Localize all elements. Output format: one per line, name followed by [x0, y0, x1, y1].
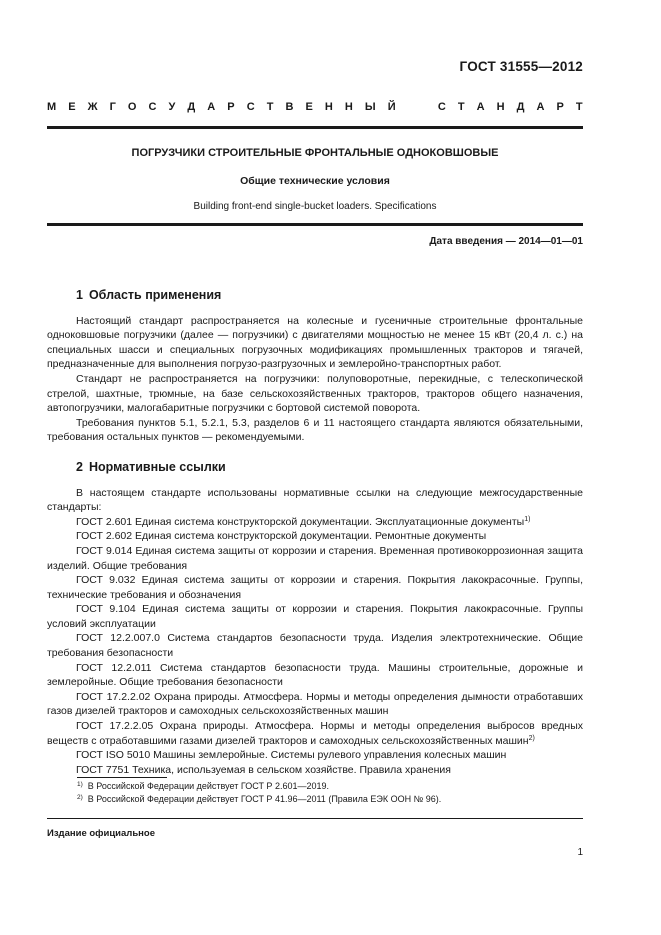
- reference-item: [47, 631, 583, 660]
- banner-letter: Ж: [87, 101, 98, 113]
- banner-letter: С: [246, 101, 255, 113]
- banner-letter: Т: [575, 101, 583, 113]
- reference-text: ГОСТ 7751 Техника, используемая в сельском хозяйстве. Правила хранения: [76, 763, 451, 776]
- reference-text: ГОСТ 2.602 Единая система конструкторской документации. Ремонтные документы: [76, 530, 487, 543]
- reference-text: ГОСТ ISO 5010 Машины землеройные. Системы рулевого управления колесных машин: [76, 749, 507, 762]
- reference-text: ГОСТ 2.601 Единая система конструкторской документации. Эксплуатационные документы: [76, 515, 525, 528]
- document-title-english: Building front-end single-bucket loaders. Specifications: [193, 201, 437, 212]
- top-rule: [47, 126, 583, 129]
- banner-letter: А: [207, 101, 216, 113]
- section-2-title: Нормативные ссылки: [88, 459, 226, 474]
- banner-letter: В: [285, 101, 294, 113]
- banner-letter: А: [476, 101, 485, 113]
- banner-letter: С: [437, 101, 446, 113]
- banner-letter: Н: [324, 101, 333, 113]
- footnote-mark: 2): [77, 794, 83, 801]
- banner-letter: С: [148, 101, 157, 113]
- document-body: [47, 288, 583, 777]
- reference-text: ГОСТ 17.2.2.05 Охрана природы. Атмосфера. Нормы и методы определения выбросов вредных веществ с отработавшими газами дизелей тракторов и самоходных сельскохозяйственных машин: [47, 720, 583, 747]
- reference-text: ГОСТ 9.014 Единая система защиты от коррозии и старения. Временная противокоррозионная защита изделий. Общие требования: [47, 544, 583, 572]
- reference-item: [47, 515, 583, 530]
- banner-letter: Р: [556, 101, 564, 113]
- reference-item: [47, 748, 583, 763]
- footnote-text: В Российской Федерации действует ГОСТ Р 2.601—2019.: [87, 781, 329, 791]
- title-bottom-rule: [47, 223, 583, 226]
- banner-letter: [423, 101, 426, 113]
- reference-item: [47, 573, 583, 602]
- banner-letter: О: [127, 101, 137, 113]
- standard-type-banner: [47, 101, 583, 113]
- banner-letter: Е: [305, 101, 313, 113]
- reference-text: ГОСТ 9.104 Единая система защиты от коррозии и старения. Покрытия лакокрасочные. Группы условий эксплуатации: [47, 603, 583, 630]
- section-1-paragraph-3: Требования пунктов 5.1, 5.2.1, 5.3, разделов 6 и 11 настоящего стандарта являются обязательными, требования остальных пунктов — рекомендуемыми.: [47, 416, 583, 444]
- banner-letter: Т: [457, 101, 465, 113]
- banner-letter: Р: [227, 101, 235, 113]
- section-1-paragraph-1: Настоящий стандарт распространяется на колесные и гусеничные строительные фронтальные одноковшовые погрузчики (далее — погрузчики) с двигателями мощностью не менее 15 кВт (20,4 л. с.) на специальных шасси и специальных погрузочных модификациях промышленных тракторов и тягачей, предназначенные для выполнения погрузо-разгрузочных и землеройно-транспортных работ.: [47, 314, 583, 371]
- footer-rule: [47, 818, 583, 819]
- reference-item: [47, 719, 583, 748]
- reference-item: [47, 544, 583, 573]
- footnote-mark: 1): [77, 781, 83, 788]
- document-number: ГОСТ 31555—2012: [459, 59, 583, 74]
- banner-letter: Д: [516, 101, 525, 113]
- banner-letter: Д: [187, 101, 196, 113]
- edition-label: Издание официальное: [47, 828, 155, 839]
- banner-letter: Г: [109, 101, 116, 113]
- footnote-item: [77, 780, 583, 793]
- section-1-title: Область применения: [88, 288, 222, 302]
- banner-letter: Ы: [364, 101, 376, 113]
- document-title: ПОГРУЗЧИКИ СТРОИТЕЛЬНЫЕ ФРОНТАЛЬНЫЕ ОДНОКОВШОВЫЕ: [131, 147, 499, 159]
- normative-references-list: [47, 515, 583, 778]
- footnote-item: [77, 793, 583, 806]
- section-2-number: 2: [76, 459, 83, 474]
- reference-item: [47, 529, 583, 544]
- reference-item: [47, 690, 583, 719]
- banner-letter: М: [47, 101, 57, 113]
- banner-letter: А: [536, 101, 545, 113]
- section-1-heading: [76, 288, 583, 303]
- footnotes: [77, 780, 583, 806]
- reference-text: ГОСТ 9.032 Единая система защиты от коррозии и старения. Покрытия лакокрасочные. Группы, технические требования и обозначения: [47, 574, 583, 601]
- reference-item: [47, 661, 583, 690]
- page-number: 1: [577, 847, 583, 858]
- footnote-rule: [77, 777, 167, 778]
- banner-letter: Й: [387, 101, 396, 113]
- banner-letter: У: [168, 101, 176, 113]
- footnote-text: В Российской Федерации действует ГОСТ Р 41.96—2011 (Правила ЕЭК ООН № 96).: [87, 794, 442, 804]
- section-2-heading: [76, 460, 583, 475]
- banner-letter: Е: [68, 101, 76, 113]
- reference-text: ГОСТ 17.2.2.02 Охрана природы. Атмосфера. Нормы и методы определения дымности отработавших газов дизелей тракторов и самоходных сельскохозяйственных машин: [47, 690, 583, 718]
- document-subtitle: Общие технические условия: [240, 175, 390, 187]
- reference-text: ГОСТ 12.2.007.0 Система стандартов безопасности труда. Изделия электротехнические. Общие требования безопасности: [47, 632, 583, 660]
- banner-letter: Н: [344, 101, 353, 113]
- reference-text: ГОСТ 12.2.011 Система стандартов безопасности труда. Машины строительные, дорожные и землеройные. Общие требования безопасности: [47, 661, 583, 689]
- banner-letter: Т: [266, 101, 274, 113]
- section-1-paragraph-2: Стандарт не распространяется на погрузчики: полуповоротные, перекидные, с телескопической стрелой, шахтные, трюмные, на базе сельскохозяйственных тракторов, тракторов общего назначения, автопогрузчики, малогабаритные погрузчики с бортовой системой поворота.: [47, 372, 583, 415]
- banner-letter: Н: [496, 101, 505, 113]
- footnote-marker: 2): [528, 734, 535, 742]
- reference-item: [47, 602, 583, 631]
- introduction-date: Дата введения — 2014—01—01: [429, 236, 583, 247]
- banner-letter: [408, 101, 411, 113]
- section-2-intro: В настоящем стандарте использованы нормативные ссылки на следующие межгосударственные стандарты:: [47, 486, 583, 514]
- section-1-number: 1: [76, 288, 83, 302]
- footnote-marker: 1): [524, 515, 531, 523]
- reference-item: [47, 763, 583, 778]
